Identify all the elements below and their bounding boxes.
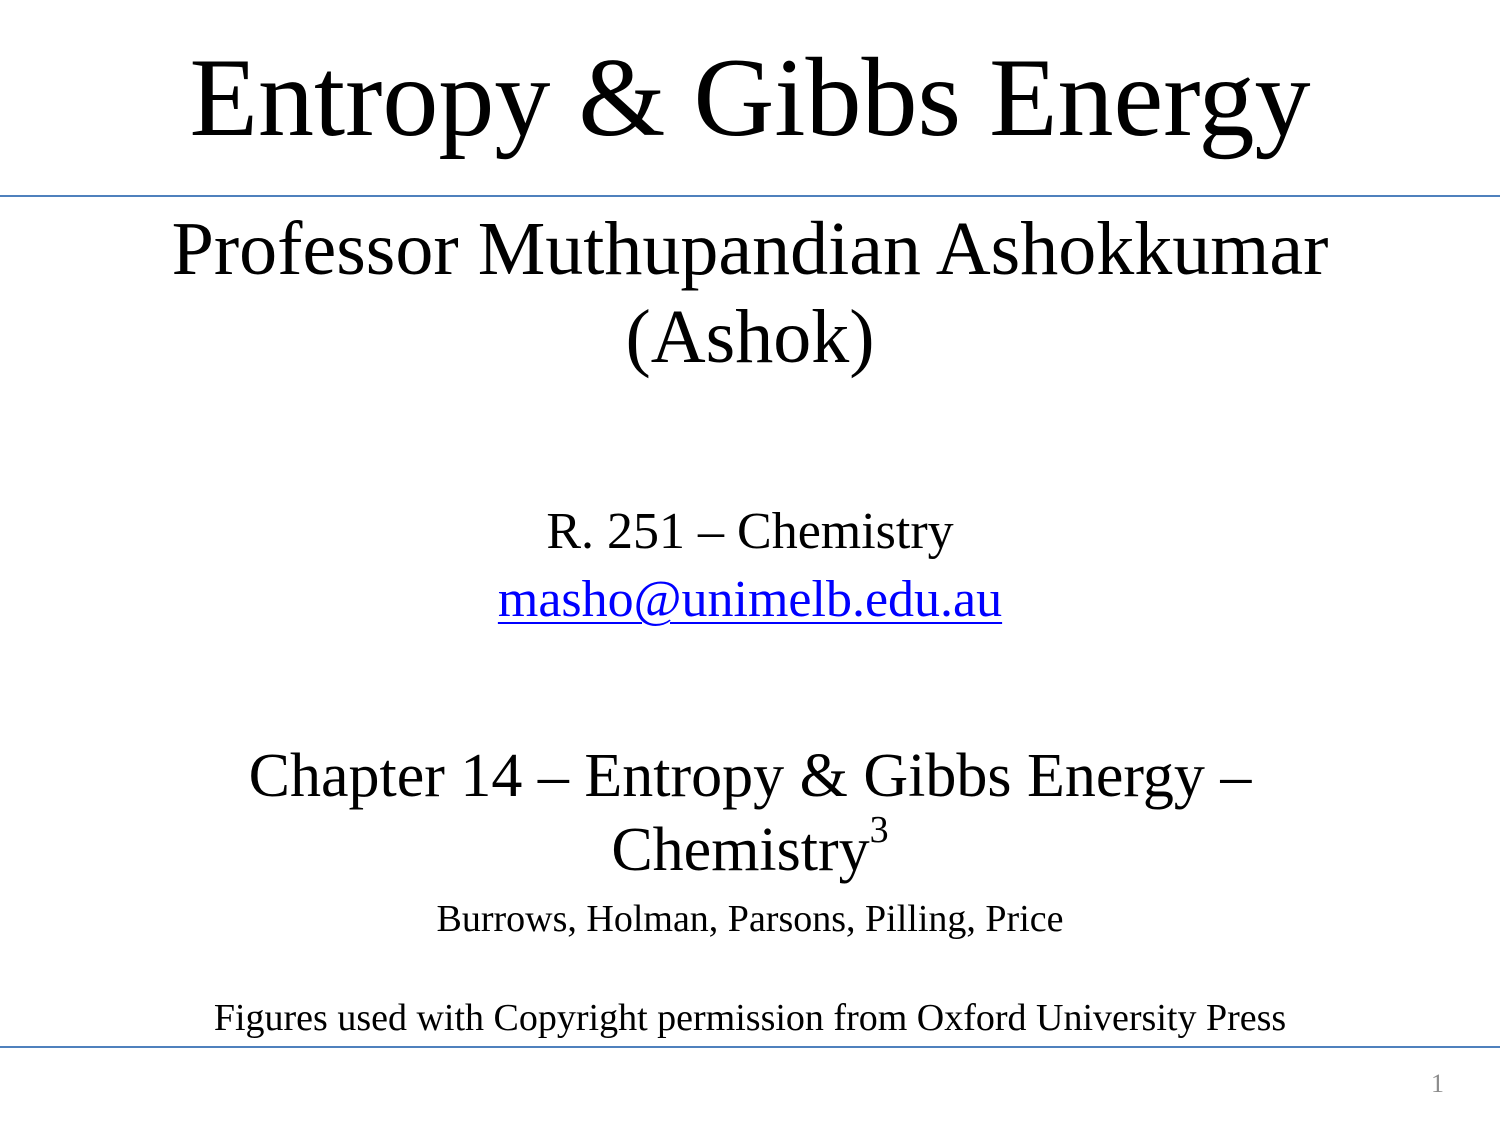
room-text: R. 251 – Chemistry — [546, 503, 954, 560]
presenter-name: Professor Muthupandian Ashokkumar — [171, 207, 1329, 291]
chapter-line-1: Chapter 14 – Entropy & Gibbs Energy – — [248, 742, 1252, 810]
chapter-line-2 — [0, 809, 1500, 887]
email-line — [0, 566, 1500, 634]
chapter-book-superscript: 3 — [869, 809, 889, 851]
chapter-book-title: Chemistry — [611, 816, 870, 884]
presenter-nickname: (Ashok) — [625, 295, 875, 379]
authors-text: Burrows, Holman, Parsons, Pilling, Price — [436, 898, 1064, 940]
page-number: 1 — [1431, 1069, 1444, 1098]
presenter-block — [0, 205, 1500, 381]
contact-block — [0, 498, 1500, 634]
slide-title: Entropy & Gibbs Energy — [189, 36, 1311, 160]
top-divider — [0, 195, 1500, 197]
email-link[interactable]: masho@unimelb.edu.au — [497, 571, 1003, 628]
copyright-text: Figures used with Copyright permission from Oxford University Press — [213, 997, 1287, 1039]
bottom-divider — [0, 1046, 1500, 1048]
chapter-block — [0, 739, 1500, 887]
